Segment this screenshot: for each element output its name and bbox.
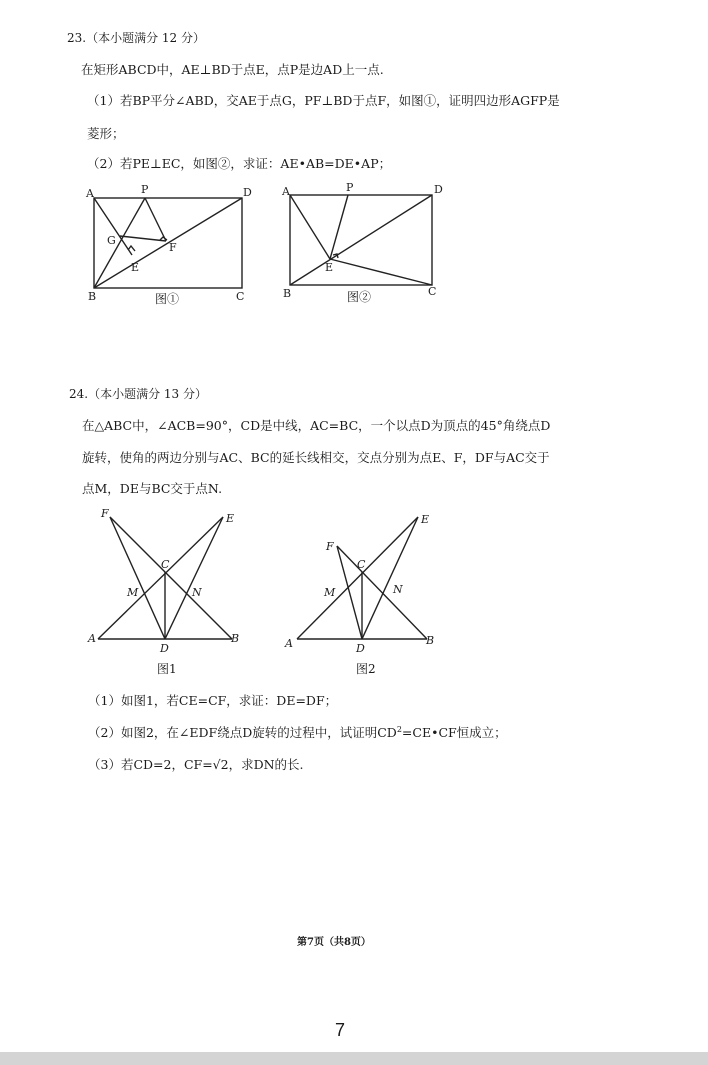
- label-d-24a: D: [160, 642, 169, 655]
- label-n-24a: N: [192, 586, 202, 599]
- diagonal-bd-2: [290, 195, 432, 285]
- segment-gf: [120, 236, 166, 241]
- label-m-24a: M: [127, 586, 139, 599]
- q24-figure-2-labels: [284, 513, 434, 655]
- segment-ae: [98, 517, 223, 639]
- q24-part2: [88, 723, 507, 741]
- label-b-24a: B: [231, 632, 240, 645]
- q24-part3: （3）若CD=2，CF=√2，求DN的长.: [88, 757, 304, 772]
- q23-figure-1: [94, 198, 242, 288]
- label-c: C: [236, 290, 245, 303]
- segment-ae-2: [290, 195, 330, 259]
- segment-bp: [94, 198, 145, 288]
- q24-figure-1-labels: [87, 507, 239, 655]
- bottom-bar: [0, 1052, 708, 1065]
- label-d-24b: D: [356, 642, 365, 655]
- label-b2: B: [283, 287, 292, 300]
- label-g: G: [107, 234, 116, 247]
- label-f-24a: F: [101, 507, 109, 520]
- label-p: P: [141, 183, 149, 196]
- label-a2: A: [282, 185, 290, 198]
- q23-title: 23.（本小题满分 12 分）: [67, 31, 205, 45]
- label-e-24a: E: [226, 512, 235, 525]
- q24-stem-line3: 点M，DE与BC交于点N.: [82, 481, 223, 496]
- label-d2: D: [434, 183, 443, 196]
- diagonal-bd: [94, 198, 242, 288]
- q23-figure-2: [290, 195, 432, 285]
- q24-fig1-caption: 图1: [157, 662, 177, 676]
- label-a: A: [86, 187, 94, 200]
- label-a-24a: A: [88, 632, 96, 645]
- label-p2: P: [346, 181, 354, 194]
- segment-bf-2: [337, 546, 427, 639]
- page-number: 7: [335, 1020, 346, 1040]
- q24-stem-line1: 在△ABC中，∠ACB=90°，CD是中线，AC=BC，一个以点D为顶点的45°角绕点D: [82, 418, 551, 433]
- label-n-24b: N: [393, 583, 403, 596]
- q24-title: 24.（本小题满分 13 分）: [69, 387, 207, 401]
- q23-part1-line2: 菱形；: [87, 126, 125, 141]
- q24-part1: （1）如图1，若CE=CF，求证：DE=DF；: [88, 693, 338, 708]
- q23-part2: （2）若PE⊥EC，如图②，求证：AE•AB=DE•AP；: [87, 156, 392, 171]
- q24-stem-line2: 旋转，使角的两边分别与AC、BC的延长线相交，交点分别为点E、F，DF与AC交于: [82, 450, 550, 465]
- label-m-24b: M: [324, 586, 336, 599]
- q23-fig1-caption: 图①: [155, 292, 180, 306]
- q24-fig2-caption: 图2: [356, 662, 376, 676]
- right-angle-mark-f: [160, 237, 167, 240]
- label-e2: E: [325, 261, 334, 274]
- label-f-24b: F: [326, 540, 334, 553]
- label-c2: C: [428, 285, 437, 298]
- q23-stem: 在矩形ABCD中，AE⊥BD于点E，点P是边AD上一点.: [81, 62, 384, 77]
- label-f: F: [169, 241, 177, 254]
- q23-fig2-caption: 图②: [347, 290, 372, 304]
- label-c-24b: C: [357, 558, 366, 571]
- label-c-24a: C: [161, 558, 170, 571]
- q23-part1-line1: （1）若BP平分∠ABD，交AE于点G，PF⊥BD于点F，如图①，证明四边形AGFP是: [87, 93, 560, 108]
- q23-figure-1-labels: [85, 183, 252, 303]
- label-d: D: [243, 186, 252, 199]
- page-footer: 第7页（共8页）: [297, 937, 371, 948]
- q24-part2-a: （2）如图2，在∠EDF绕点D旋转的过程中，试证明CD: [88, 725, 397, 740]
- label-a-24b: A: [285, 637, 293, 650]
- label-b: B: [88, 290, 97, 303]
- segment-df: [110, 517, 165, 639]
- label-e-24b: E: [421, 513, 430, 526]
- q24-part2-sup: 2: [396, 724, 402, 734]
- q24-part2-b: =CE•CF恒成立；: [401, 725, 507, 740]
- label-b-24b: B: [426, 634, 435, 647]
- segment-pf: [145, 198, 166, 241]
- q24-figure-1: [98, 517, 232, 639]
- segment-ec: [330, 259, 432, 285]
- label-e: E: [131, 261, 140, 274]
- q24-figure-2: [297, 517, 427, 639]
